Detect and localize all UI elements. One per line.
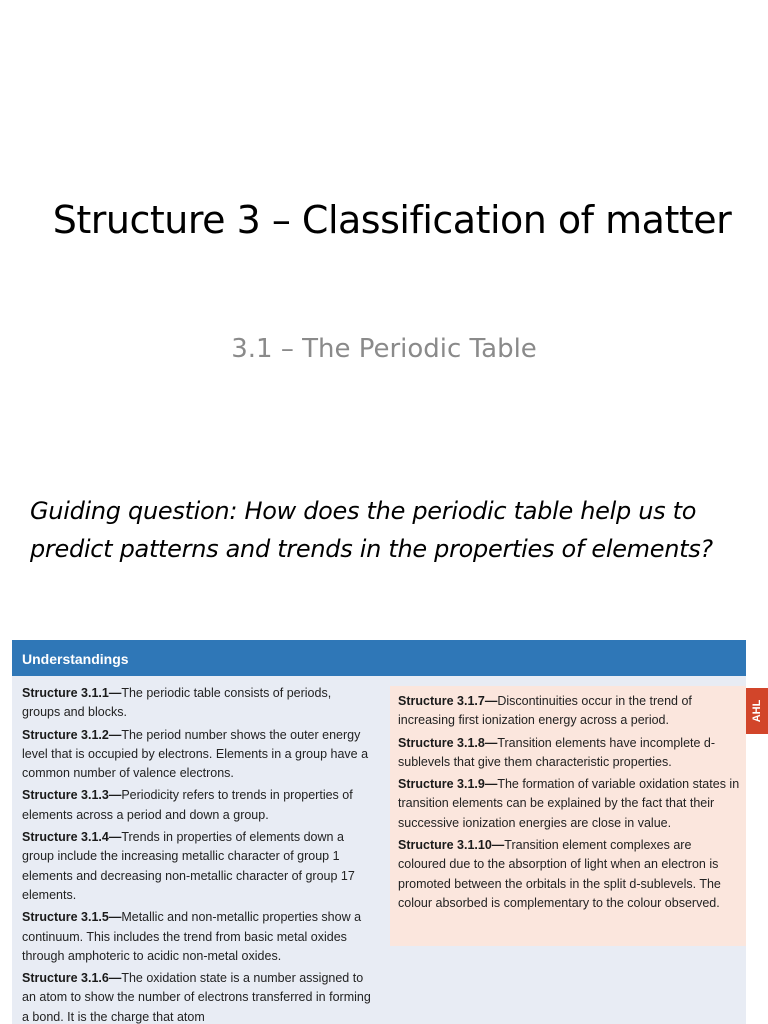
ahl-label: AHL: [751, 699, 763, 723]
understanding-text: Trends in properties of elements down a group include the increasing metallic character of group 1 elements and decreasing non-metallic character of group 17 elements.: [22, 830, 355, 902]
understanding-code: Structure 3.1.5—: [22, 910, 122, 925]
understanding-item: [22, 969, 372, 1024]
understanding-text: The oxidation state is a number assigned to an atom to show the number of electrons transferred in forming a bond. It is the charge that atom: [22, 971, 371, 1024]
understanding-code: Structure 3.1.1—: [22, 686, 122, 700]
understanding-item: [398, 734, 742, 773]
understanding-item: [22, 908, 372, 966]
understanding-text: Discontinuities occur in the trend of increasing first ionization energy across a period.: [398, 694, 692, 728]
understanding-code: Structure 3.1.7—: [398, 694, 498, 708]
understanding-text: The period number shows the outer energy level that is occupied by electrons. Elements in a group have a common number of valence electrons.: [22, 727, 369, 781]
understanding-code: Structure 3.1.2—: [22, 727, 122, 742]
understanding-code: Structure 3.1.10—: [398, 838, 505, 853]
understanding-text: The periodic table consists of periods, groups and blocks.: [22, 686, 332, 720]
slide-title: Structure 3 – Classification of matter: [52, 198, 732, 242]
understanding-code: Structure 3.1.6—: [22, 971, 122, 986]
understanding-text: Periodicity refers to trends in properties of elements across a period and down a group.: [22, 788, 353, 822]
understandings-left-column: [22, 684, 372, 1024]
understanding-code: Structure 3.1.3—: [22, 788, 122, 803]
understanding-text: The formation of variable oxidation states in transition elements can be explained by the fact that their successive ionization energies are close in value.: [398, 777, 740, 830]
understandings-right-column: [398, 692, 742, 916]
understanding-text: Transition elements have incomplete d-sublevels that give them characteristic properties.: [398, 735, 716, 769]
understanding-code: Structure 3.1.9—: [398, 777, 498, 792]
understandings-header: Understandings: [12, 640, 746, 676]
understanding-item: [398, 692, 742, 731]
guiding-question: Guiding question: How does the periodic table help us to predict patterns and trends in the properties of elements?: [30, 497, 713, 563]
understanding-item: [22, 726, 372, 784]
understandings-panel: [12, 640, 746, 1024]
ahl-tab: [746, 688, 768, 734]
understanding-item: [22, 828, 372, 905]
understanding-text: Transition element complexes are coloured due to the absorption of light when an electron is promoted between the orbitals in the split d-sublevels. The colour absorbed is complementary to the colour observed.: [398, 838, 721, 910]
ahl-understandings-box: [390, 686, 746, 946]
slide-subtitle: 3.1 – The Periodic Table: [231, 334, 537, 364]
understanding-code: Structure 3.1.8—: [398, 735, 498, 750]
understanding-item: [22, 786, 372, 825]
understanding-item: [398, 775, 742, 833]
understanding-text: Metallic and non-metallic properties show a continuum. This includes the trend from basic metal oxides through amphoteric to acidic non-metal oxides.: [22, 910, 362, 963]
understanding-item: [22, 684, 372, 723]
understanding-item: [398, 836, 742, 913]
understanding-code: Structure 3.1.4—: [22, 830, 122, 845]
